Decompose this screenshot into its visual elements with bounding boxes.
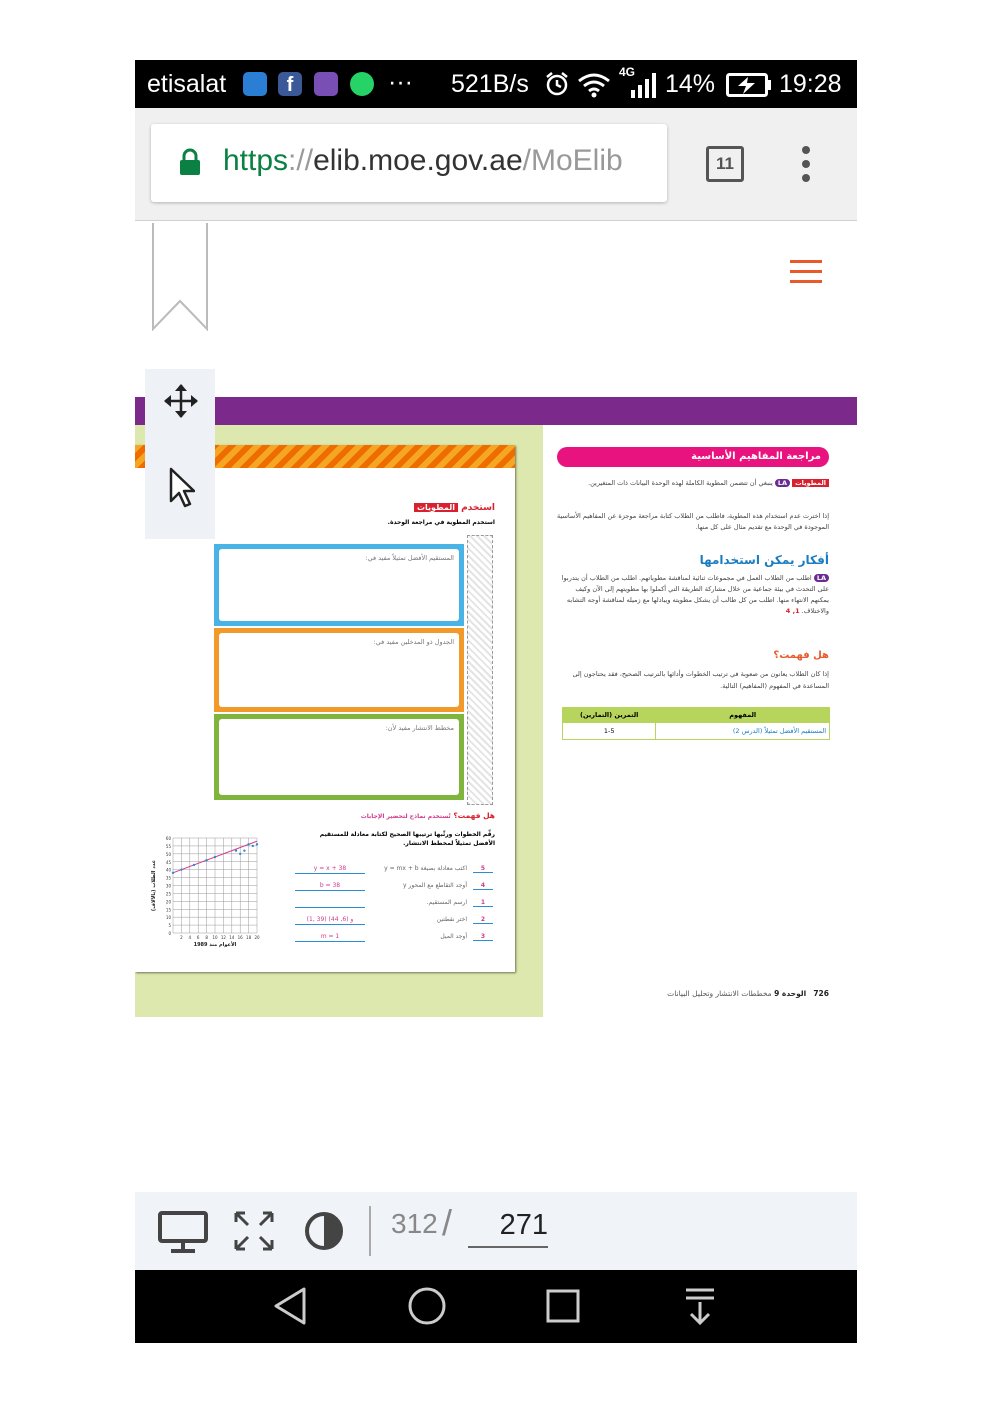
step-number: 1 [473, 899, 493, 907]
step-number: 5 [473, 865, 493, 873]
pointer-arrow-icon[interactable] [169, 467, 195, 509]
right-page [543, 425, 857, 1017]
y-tick-label: 20 [165, 899, 171, 905]
url-text [223, 144, 623, 178]
y-tick-label: 30 [165, 883, 171, 889]
step-row [295, 914, 493, 931]
step-number: 4 [473, 882, 493, 890]
table-cell: المستقيم الأفضل تمثيلاً (الدرس 2) [656, 723, 830, 740]
check-instruction: رقِّم الخطوات ورتِّبها ترتيبها الصحيح لكتابة معادلة للمستقيم الأفضل تمثيلاً لمخطط الانتشار. [319, 831, 495, 847]
battery-percent: 14% [665, 70, 716, 98]
y-tick-label: 45 [165, 859, 171, 865]
network-type: 4G [619, 65, 636, 79]
paragraph-text: ينبغي أن تتضمن المطوية الكاملة لهذه الوحدة البيانات ذات المتغيرين. [588, 479, 773, 487]
x-tick-label: 12 [220, 935, 226, 940]
home-icon[interactable] [407, 1286, 447, 1326]
tab-switcher-button[interactable]: 11 [706, 146, 744, 182]
back-icon[interactable] [271, 1286, 311, 1326]
step-label: أوجد الميل [440, 933, 467, 940]
data-point [252, 845, 254, 847]
x-tick-label: 10 [212, 935, 218, 940]
facebook-icon: f [278, 72, 302, 96]
x-tick-label: 14 [229, 935, 235, 940]
step-row [295, 931, 493, 948]
step-row [295, 863, 493, 880]
signal-icon [629, 72, 659, 98]
table-header: المفهوم [656, 708, 830, 723]
ideas-title: أفكار يمكن استخدامها [699, 553, 829, 567]
y-tick-label: 10 [165, 915, 171, 921]
step-label: اختر نقطتين [436, 916, 467, 923]
step-answer[interactable]: (1, 39) و (6, 44) [295, 916, 365, 925]
bookmark-icon[interactable] [151, 223, 209, 331]
y-tick-label: 25 [165, 891, 171, 897]
fullscreen-icon[interactable] [233, 1210, 275, 1252]
browser-toolbar [135, 108, 857, 221]
y-tick-label: 50 [165, 851, 171, 857]
page-separator: / [442, 1202, 453, 1243]
battery-charging-icon [726, 73, 772, 97]
x-tick-label: 4 [188, 935, 192, 940]
total-pages: 312 [391, 1208, 438, 1239]
foldable-box-blue [214, 544, 464, 626]
recents-icon[interactable] [545, 1288, 581, 1324]
clock: 19:28 [779, 70, 842, 98]
address-bar[interactable] [151, 124, 667, 202]
purple-banner [135, 397, 857, 425]
step-label: ارسم المستقيم. [426, 899, 467, 906]
ideas-paragraph [557, 573, 829, 617]
foldable-box-orange [214, 628, 464, 712]
table-row [563, 723, 830, 740]
foldable-box-green [214, 714, 464, 800]
paragraph-2: إذا اخترت عدم استخدام هذه المطوية، فاطلب من الطلاب كتابة مراجعة موجزة عن المفاهيم الأساسية الموجودة في الوحدة مع تقديم مثال على كل منها. [557, 512, 829, 531]
data-point [235, 849, 237, 851]
concept-table [562, 707, 830, 740]
ideas-text: اطلب من الطلاب العمل في مجموعات ثنائية لمناقشة مطوياتهم. اطلب من الطلاب أن يتدربوا على التحدث في بيئة جماعية من خلال مشاركة الطريقة التي أكملوا بها مطويتهم إلى الآن وكيف يمكنهم الانتهاء منها. اطلب من كل طالب أن يشكل مطويته ويبادلها مع زميله لمناقشة أوجه التشابه والاختلاف. [561, 574, 829, 615]
y-tick-label: 5 [168, 923, 171, 929]
step-answer[interactable] [295, 899, 365, 908]
box-text: الجدول ذو المدخلين مفيد في: [219, 633, 459, 707]
footer-unit-title: مخططات الانتشار وتحليل البيانات [667, 989, 772, 998]
viewer-toolbar [135, 1192, 857, 1270]
url-separator: :// [288, 144, 314, 177]
gallery-icon [314, 72, 338, 96]
y-tick-label: 60 [165, 836, 171, 841]
check-text-right: إذا كان الطلاب يعانون من صعوبة في ترتيب الخطوات وأدائها بالترتيب الصحيح، فقد يحتاجون إلى المساعدة في المفهوم (المفاهيم) التالية. [572, 670, 829, 690]
use-foldables-heading [345, 503, 495, 519]
wifi-icon [577, 72, 611, 98]
box-text: مخطط الانتشار مفيد لأن: [219, 719, 459, 795]
table-header: التمرين (التمارين) [563, 708, 656, 723]
y-tick-label: 35 [165, 875, 171, 881]
step-label: اكتب معادلة بصيغة y = mx + b [384, 865, 467, 872]
data-point [247, 843, 249, 845]
data-point [243, 849, 245, 851]
url-scheme: https [223, 144, 289, 177]
phone-screen [135, 60, 857, 1343]
foldable-spine [467, 535, 493, 805]
y-tick-label: 0 [168, 931, 171, 936]
lock-icon [179, 148, 201, 176]
tool-panel [145, 369, 215, 539]
x-axis-label: الأعوام منذ 1989 [193, 942, 237, 948]
android-nav-bar [135, 1270, 857, 1343]
data-point [256, 843, 258, 845]
carrier-name: etisalat [147, 70, 227, 98]
messenger-icon [243, 72, 267, 96]
footer-page-number: 726 [813, 989, 829, 998]
check-title: هل فهمت؟ [453, 811, 495, 820]
footer-unit-label: الوحدة 9 [774, 989, 807, 998]
la-badge: LA [775, 479, 790, 487]
page-footer [557, 989, 829, 998]
x-tick-label: 8 [205, 935, 208, 940]
url-host: elib.moe.gov.ae [313, 144, 523, 177]
check-heading [295, 811, 495, 820]
x-tick-label: 2 [180, 935, 183, 940]
network-speed: 521B/s [451, 70, 529, 98]
current-page-input[interactable]: 271 [468, 1204, 548, 1248]
data-point [180, 868, 182, 870]
steps-list [295, 863, 493, 948]
scatter-graph [147, 830, 267, 955]
x-tick-label: 20 [254, 935, 260, 940]
desktop-view-icon[interactable] [157, 1210, 209, 1254]
menu-kebab-icon[interactable] [800, 146, 812, 186]
step-answer[interactable]: b = 38 [295, 882, 365, 891]
status-bar [135, 60, 857, 108]
step-number: 3 [473, 933, 493, 941]
whatsapp-icon [350, 72, 374, 96]
step-number: 2 [473, 916, 493, 924]
foldables-badge: المطويات [414, 503, 458, 512]
step-answer[interactable]: y = x + 38 [295, 865, 365, 874]
use-instruction: استخدم المطوية في مراجعة الوحدة. [387, 519, 495, 526]
foldables-paragraph [557, 478, 829, 489]
y-tick-label: 40 [165, 867, 171, 873]
y-axis-label: عدد الطلاب (بالآلاف) [151, 859, 157, 912]
url-path: /MoElib [522, 144, 623, 177]
x-tick-label: 6 [196, 935, 200, 940]
check-title-right: هل فهمت؟ [773, 650, 829, 661]
alarm-icon [544, 71, 570, 97]
ideas-refs: 1, 4 [785, 607, 800, 615]
data-point [239, 853, 241, 855]
la-badge: LA [814, 574, 829, 582]
y-tick-label: 15 [165, 907, 171, 913]
step-row [295, 880, 493, 897]
more-notifications: ··· [388, 68, 413, 96]
y-tick-label: 55 [165, 843, 171, 849]
data-point [172, 872, 174, 874]
step-answer[interactable]: m = 1 [295, 933, 365, 942]
notification-pull-down-icon[interactable] [682, 1286, 718, 1326]
check-subtitle: تُستخدم نماذج لتحضير الإجابات [360, 813, 451, 820]
x-tick-label: 18 [246, 935, 252, 940]
hamburger-menu-icon[interactable] [790, 260, 822, 282]
data-point [214, 856, 216, 858]
toolbar-divider [369, 1206, 371, 1256]
data-point [205, 859, 207, 861]
contrast-icon[interactable] [303, 1210, 345, 1252]
move-icon[interactable] [163, 383, 199, 419]
table-header-row [563, 708, 830, 723]
table-cell: 1-5 [563, 723, 656, 740]
box-text: المستقيم الأفضل تمثيلاً مفيد في: [219, 549, 459, 621]
foldables-badge: المطويات [792, 479, 829, 487]
step-label: أوجد التقاطع مع المحور y [403, 882, 467, 889]
concept-review-header: مراجعة المفاهيم الأساسية [557, 447, 829, 467]
step-row [295, 897, 493, 914]
x-tick-label: 16 [237, 935, 243, 940]
data-point [193, 864, 195, 866]
use-heading: استخدم [461, 503, 495, 513]
